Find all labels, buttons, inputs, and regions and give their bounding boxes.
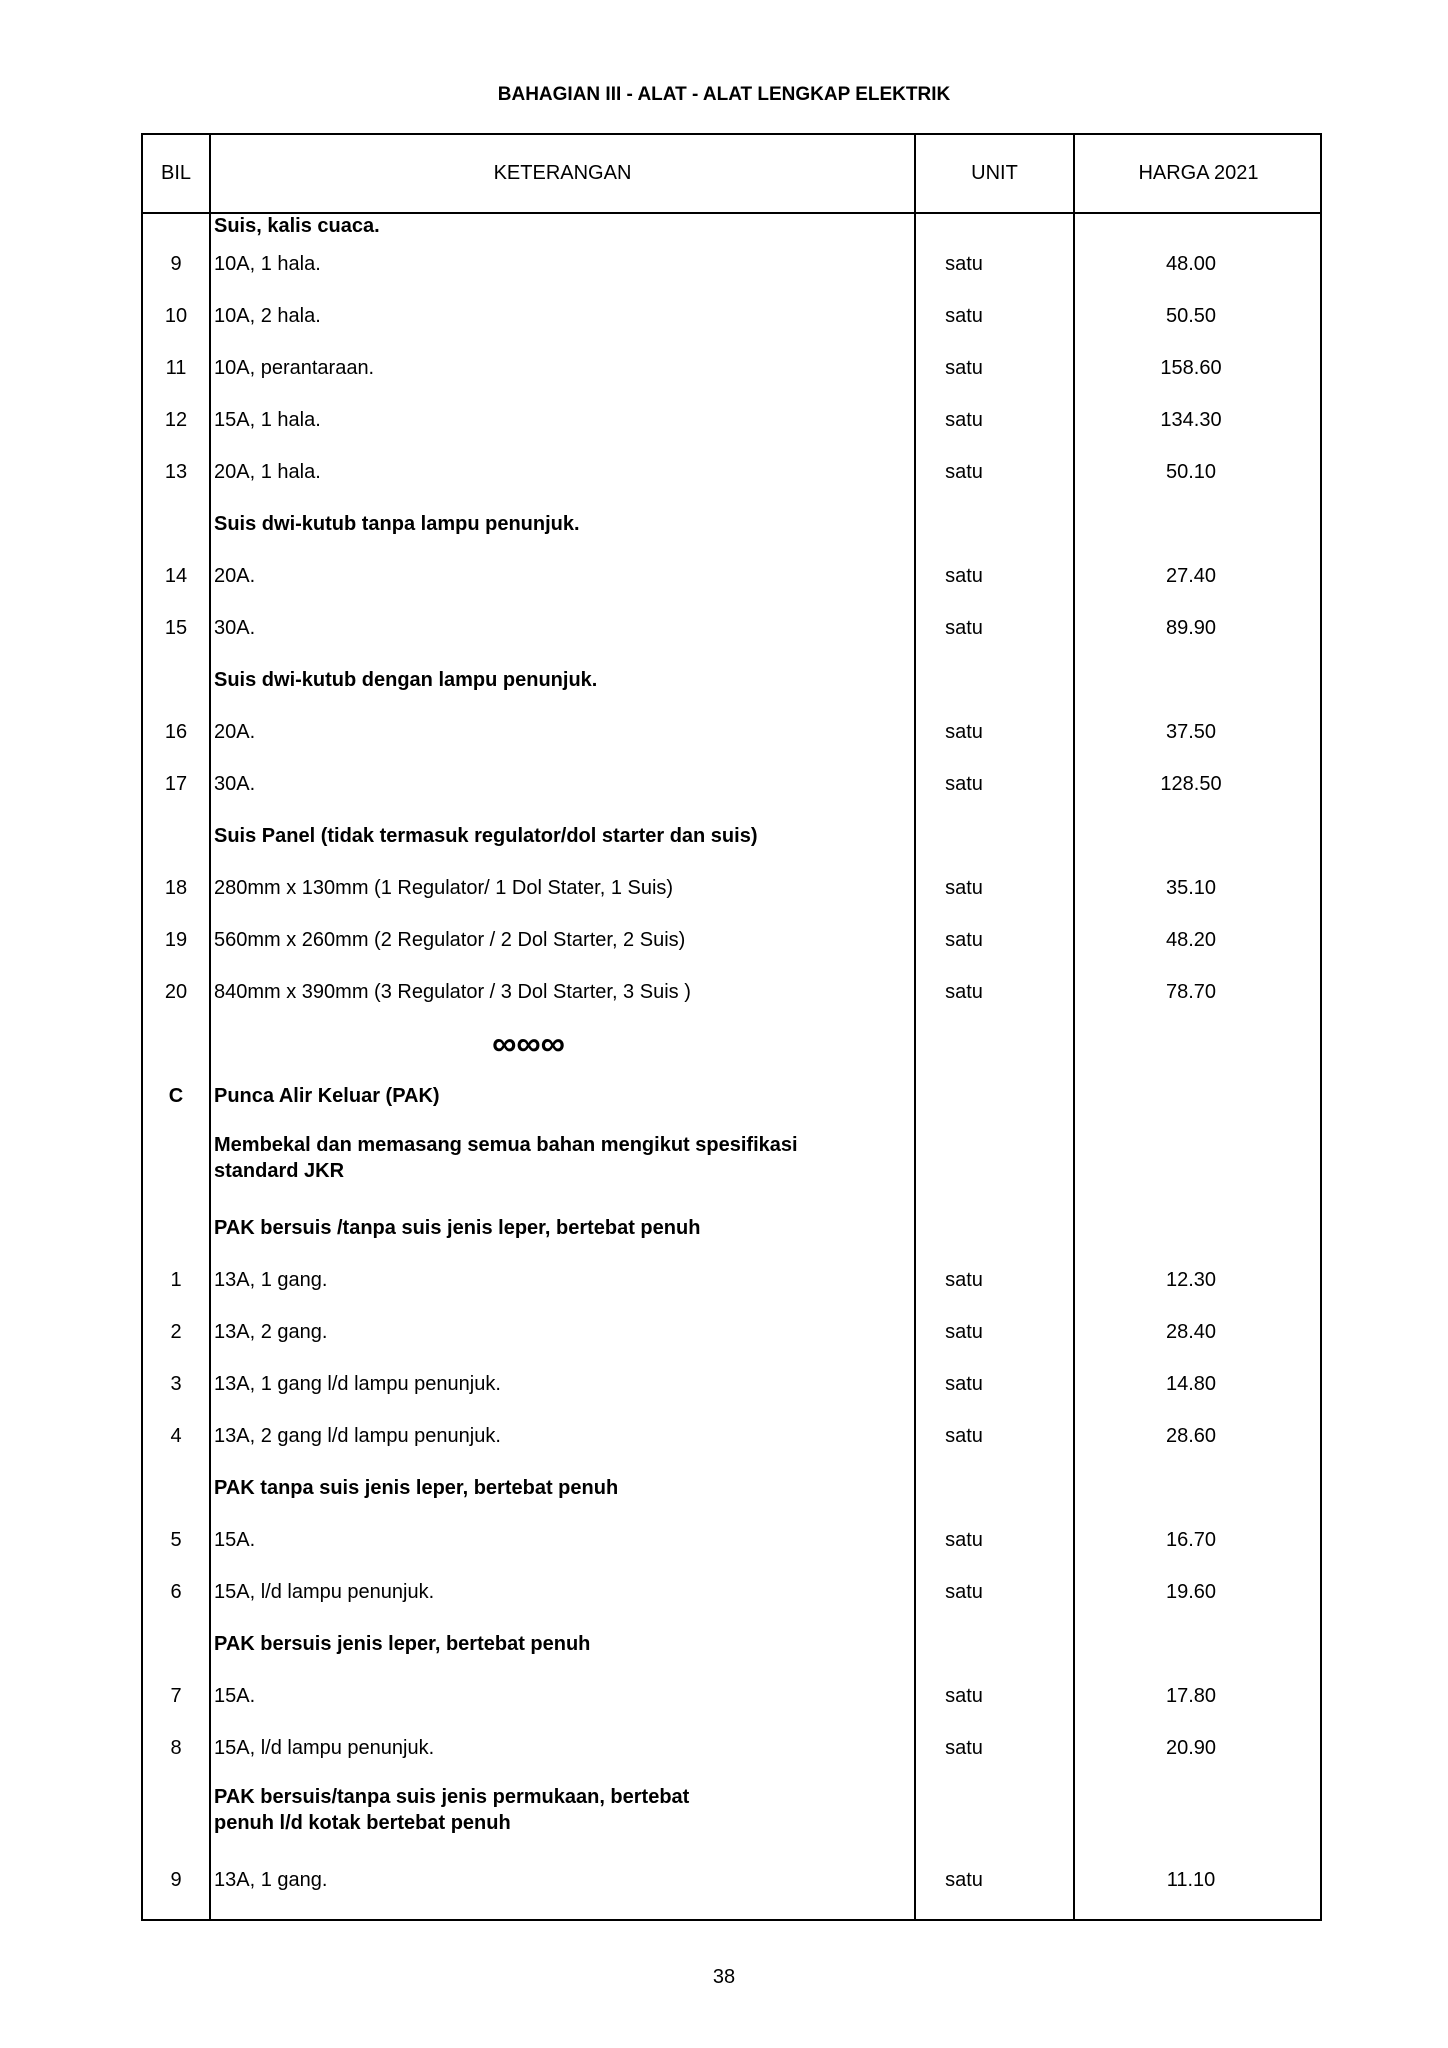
cell-harga: 20.90 <box>1165 1737 1217 1759</box>
table-row <box>143 1854 1320 1906</box>
table-row <box>143 1566 1320 1618</box>
table-row <box>143 1618 1320 1670</box>
table-row <box>143 1254 1320 1306</box>
cell-harga: 35.10 <box>1165 877 1217 899</box>
header-keterangan: KETERANGAN <box>493 162 632 184</box>
table-body <box>143 214 1320 1906</box>
cell-harga: 48.20 <box>1165 929 1217 951</box>
table-row <box>143 238 1320 290</box>
table-row <box>143 446 1320 498</box>
cell-bil: 16 <box>164 721 188 743</box>
page-number: 38 <box>712 1966 736 1988</box>
cell-keterangan: 10A, 2 hala. <box>214 305 321 327</box>
cell-harga: 50.50 <box>1165 305 1217 327</box>
cell-unit: satu <box>945 305 983 327</box>
table-row <box>143 966 1320 1018</box>
cell-keterangan: 15A, l/d lampu penunjuk. <box>214 1737 435 1759</box>
cell-keterangan: Suis, kalis cuaca. <box>214 215 380 237</box>
cell-unit: satu <box>945 1425 983 1447</box>
cell-harga: 89.90 <box>1165 617 1217 639</box>
cell-bil: 9 <box>170 253 182 275</box>
table-row <box>143 1070 1320 1122</box>
cell-unit: satu <box>945 357 983 379</box>
cell-harga: 16.70 <box>1165 1529 1217 1551</box>
cell-keterangan: 15A, l/d lampu penunjuk. <box>214 1581 435 1603</box>
cell-unit: satu <box>945 721 983 743</box>
cell-keterangan: 560mm x 260mm (2 Regulator / 2 Dol Starter, 2 Suis) <box>214 929 686 951</box>
cell-harga: 78.70 <box>1165 981 1217 1003</box>
cell-unit: satu <box>945 981 983 1003</box>
cell-harga: 28.40 <box>1165 1321 1217 1343</box>
table-row <box>143 1122 1320 1202</box>
cell-keterangan: 13A, 1 gang. <box>214 1869 328 1891</box>
cell-unit: satu <box>945 1581 983 1603</box>
section-ornament: ∞∞∞ <box>492 1025 565 1063</box>
cell-bil: 3 <box>170 1373 182 1395</box>
header-harga: HARGA 2021 <box>1138 162 1259 184</box>
cell-bil: 6 <box>170 1581 182 1603</box>
cell-harga: 37.50 <box>1165 721 1217 743</box>
table-row <box>143 498 1320 550</box>
cell-bil: 18 <box>164 877 188 899</box>
table-row <box>143 758 1320 810</box>
page-title: BAHAGIAN III - ALAT - ALAT LENGKAP ELEKTRIK <box>497 84 951 105</box>
cell-keterangan: 840mm x 390mm (3 Regulator / 3 Dol Starter, 3 Suis ) <box>214 981 691 1003</box>
cell-bil: C <box>168 1085 184 1107</box>
cell-bil: 1 <box>170 1269 182 1291</box>
cell-keterangan: 13A, 1 gang. <box>214 1269 328 1291</box>
cell-keterangan: Suis Panel (tidak termasuk regulator/dol starter dan suis) <box>214 825 758 847</box>
cell-harga: 17.80 <box>1165 1685 1217 1707</box>
cell-unit: satu <box>945 617 983 639</box>
price-table <box>141 133 1322 1921</box>
cell-unit: satu <box>945 1373 983 1395</box>
table-row <box>143 342 1320 394</box>
cell-keterangan: 13A, 2 gang. <box>214 1321 328 1343</box>
cell-bil: 17 <box>164 773 188 795</box>
cell-keterangan: PAK bersuis jenis leper, bertebat penuh <box>214 1633 591 1655</box>
cell-unit: satu <box>945 1869 983 1891</box>
cell-harga: 12.30 <box>1165 1269 1217 1291</box>
cell-bil: 8 <box>170 1737 182 1759</box>
table-row <box>143 654 1320 706</box>
table-row <box>143 1722 1320 1774</box>
table-row <box>143 914 1320 966</box>
header-unit: UNIT <box>971 162 1018 184</box>
cell-bil: 5 <box>170 1529 182 1551</box>
cell-keterangan: 20A. <box>214 721 256 743</box>
cell-keterangan: 280mm x 130mm (1 Regulator/ 1 Dol Stater, 1 Suis) <box>214 877 674 899</box>
table-row <box>143 1018 1320 1070</box>
cell-bil: 4 <box>170 1425 182 1447</box>
cell-harga: 19.60 <box>1165 1581 1217 1603</box>
cell-keterangan: 20A, 1 hala. <box>214 461 321 483</box>
table-row <box>143 1670 1320 1722</box>
cell-bil: 11 <box>165 357 187 379</box>
cell-bil: 15 <box>164 617 188 639</box>
cell-keterangan: PAK bersuis /tanpa suis jenis leper, bertebat penuh <box>214 1217 701 1239</box>
cell-unit: satu <box>945 1321 983 1343</box>
cell-unit: satu <box>945 1737 983 1759</box>
table-row <box>143 1514 1320 1566</box>
cell-unit: satu <box>945 1685 983 1707</box>
cell-harga: 50.10 <box>1165 461 1217 483</box>
table-row <box>143 1462 1320 1514</box>
table-row <box>143 550 1320 602</box>
cell-keterangan: 15A. <box>214 1685 256 1707</box>
cell-harga: 27.40 <box>1165 565 1217 587</box>
cell-keterangan: 10A, perantaraan. <box>214 357 375 379</box>
table-row <box>143 394 1320 446</box>
table-row <box>143 810 1320 862</box>
cell-keterangan: 15A, 1 hala. <box>214 409 321 431</box>
cell-unit: satu <box>945 929 983 951</box>
cell-harga: 128.50 <box>1160 773 1222 795</box>
cell-unit: satu <box>945 461 983 483</box>
cell-unit: satu <box>945 877 983 899</box>
cell-unit: satu <box>945 1529 983 1551</box>
table-row <box>143 1306 1320 1358</box>
cell-harga: 158.60 <box>1160 357 1222 379</box>
cell-keterangan: Membekal dan memasang semua bahan mengikut spesifikasi standard JKR <box>214 1134 798 1182</box>
cell-unit: satu <box>945 565 983 587</box>
cell-keterangan: 13A, 2 gang l/d lampu penunjuk. <box>214 1425 501 1447</box>
table-row <box>143 214 1320 238</box>
table-row <box>143 1774 1320 1854</box>
cell-keterangan: Punca Alir Keluar (PAK) <box>214 1085 440 1107</box>
cell-keterangan: 10A, 1 hala. <box>214 253 321 275</box>
cell-unit: satu <box>945 253 983 275</box>
table-row <box>143 1410 1320 1462</box>
cell-bil: 13 <box>164 461 188 483</box>
cell-harga: 48.00 <box>1165 253 1217 275</box>
cell-bil: 19 <box>164 929 188 951</box>
cell-unit: satu <box>945 773 983 795</box>
cell-bil: 2 <box>170 1321 182 1343</box>
cell-harga: 14.80 <box>1165 1373 1217 1395</box>
cell-unit: satu <box>945 409 983 431</box>
cell-keterangan: 20A. <box>214 565 256 587</box>
table-row <box>143 1202 1320 1254</box>
table-row <box>143 1358 1320 1410</box>
cell-bil: 7 <box>170 1685 182 1707</box>
cell-keterangan: Suis dwi-kutub dengan lampu penunjuk. <box>214 669 598 691</box>
cell-bil: 12 <box>164 409 188 431</box>
header-bil: BIL <box>160 162 192 184</box>
cell-keterangan: 15A. <box>214 1529 256 1551</box>
cell-bil: 20 <box>164 981 188 1003</box>
table-row <box>143 706 1320 758</box>
cell-keterangan: PAK tanpa suis jenis leper, bertebat penuh <box>214 1477 619 1499</box>
table-row <box>143 290 1320 342</box>
cell-bil: 9 <box>170 1869 182 1891</box>
cell-unit: satu <box>945 1269 983 1291</box>
cell-bil: 10 <box>164 305 188 327</box>
cell-harga: 11.10 <box>1166 1869 1216 1891</box>
cell-keterangan: 13A, 1 gang l/d lampu penunjuk. <box>214 1373 501 1395</box>
table-row <box>143 602 1320 654</box>
cell-bil: 14 <box>164 565 188 587</box>
cell-harga: 134.30 <box>1160 409 1222 431</box>
cell-keterangan: 30A. <box>214 773 256 795</box>
cell-harga: 28.60 <box>1165 1425 1217 1447</box>
cell-keterangan: Suis dwi-kutub tanpa lampu penunjuk. <box>214 513 580 535</box>
cell-keterangan: PAK bersuis/tanpa suis jenis permukaan, bertebat penuh l/d kotak bertebat penuh <box>214 1786 690 1834</box>
cell-keterangan: 30A. <box>214 617 256 639</box>
table-row <box>143 862 1320 914</box>
